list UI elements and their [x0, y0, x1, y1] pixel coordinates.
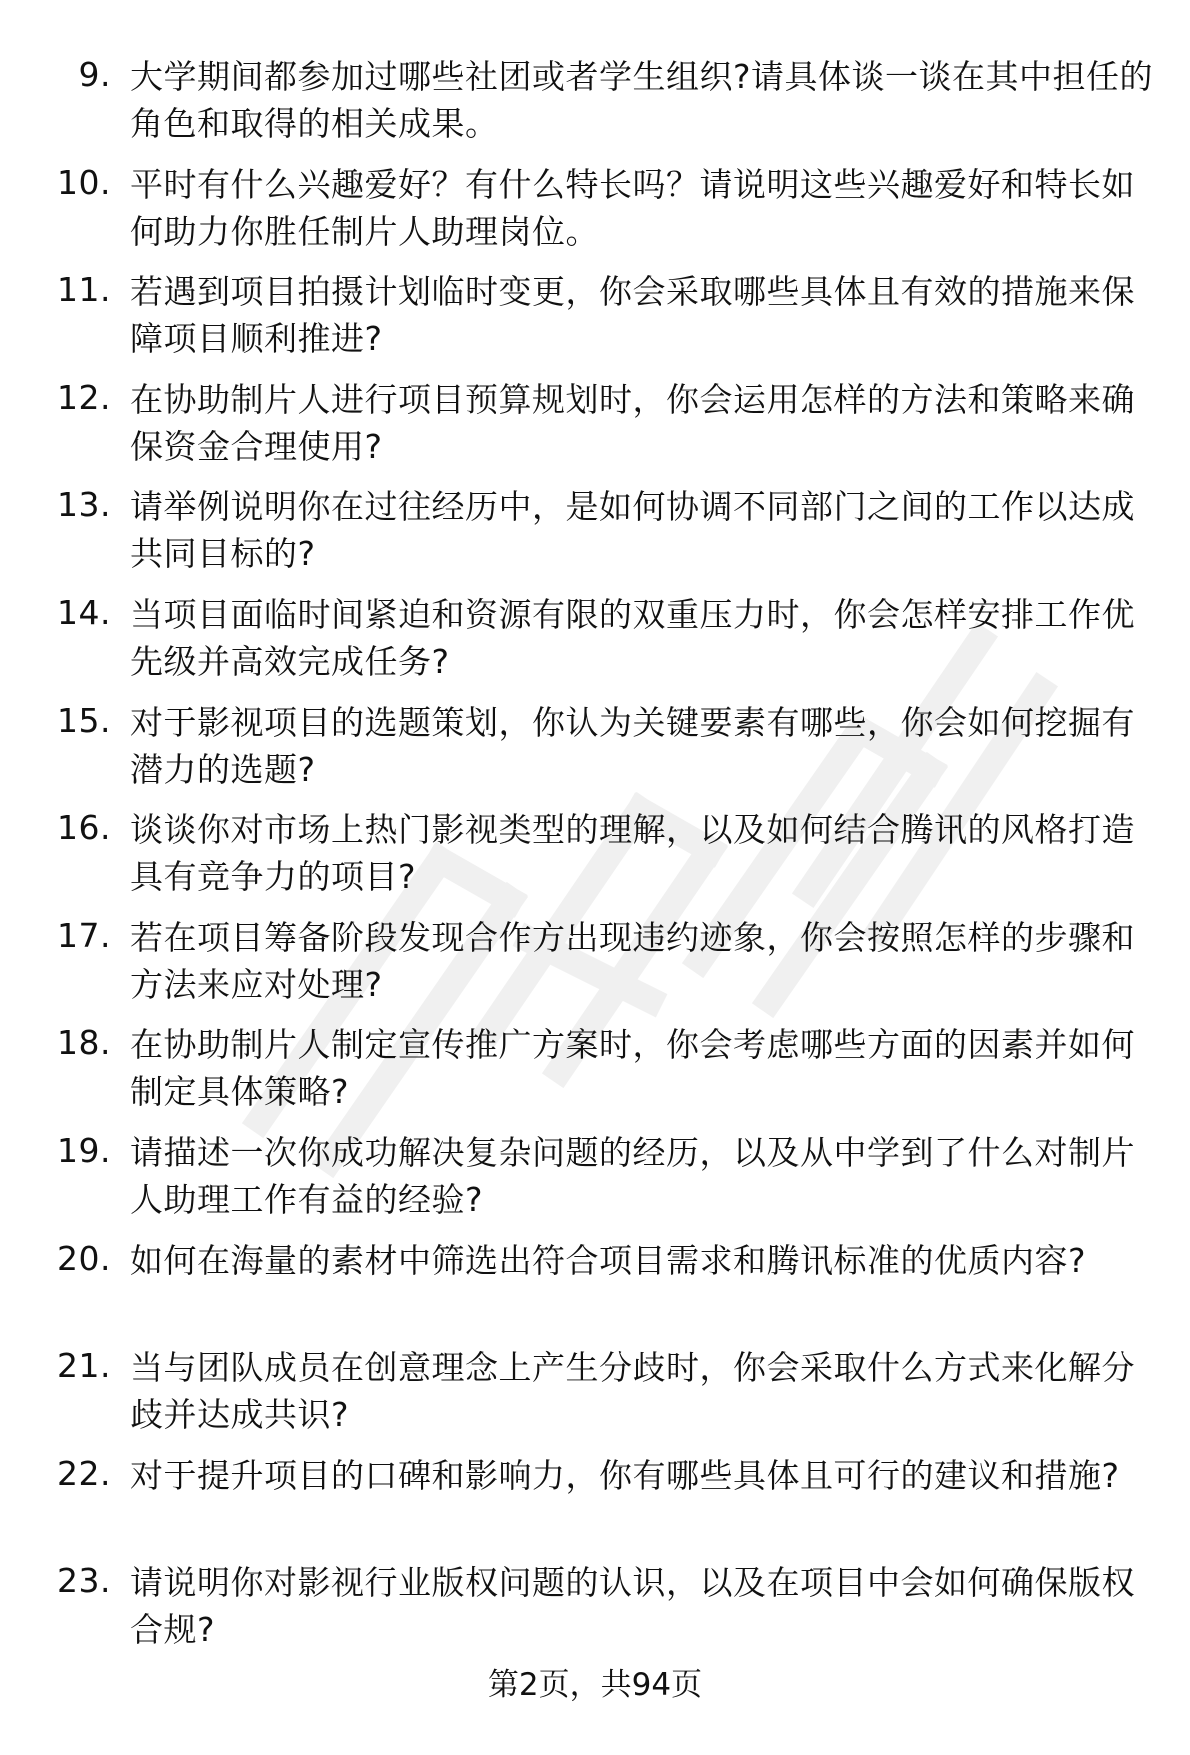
- question-text: 若遇到项目拍摄计划临时变更，你会采取哪些具体且有效的措施来保障项目顺利推进?: [130, 272, 1135, 359]
- question-number: 11.: [57, 270, 111, 310]
- question-text: 在协助制片人制定宣传推广方案时，你会考虑哪些方面的因素并如何制定具体策略?: [130, 1025, 1135, 1112]
- question-text: 当项目面临时间紧迫和资源有限的双重压力时，你会怎样安排工作优先级并高效完成任务?: [130, 594, 1135, 681]
- question-text: 大学期间都参加过哪些社团或者学生组织?请具体谈一谈在其中担任的角色和取得的相关成果。: [130, 57, 1154, 143]
- question-number: 15.: [57, 700, 111, 740]
- question-number: 21.: [57, 1346, 111, 1386]
- question-item: [0, 152, 1190, 251]
- question-text: 平时有什么兴趣爱好？有什么特长吗？请说明这些兴趣爱好和特长如何助力你胜任制片人助理岗位。: [130, 164, 1135, 251]
- question-item: [0, 797, 1190, 897]
- question-item: [0, 582, 1190, 681]
- question-item: [0, 1550, 1190, 1650]
- question-number: 12.: [57, 377, 111, 417]
- question-number: 23.: [57, 1561, 111, 1601]
- question-item: [0, 44, 1190, 143]
- question-text: 当与团队成员在创意理念上产生分歧时，你会采取什么方式来化解分歧并达成共识?: [130, 1348, 1135, 1435]
- question-list: [0, 44, 1190, 1658]
- question-number: 22.: [57, 1453, 111, 1493]
- question-text: 在协助制片人进行项目预算规划时，你会运用怎样的方法和策略来确保资金合理使用?: [130, 379, 1135, 466]
- question-text: 请举例说明你在过往经历中，是如何协调不同部门之间的工作以达成共同目标的?: [130, 487, 1135, 574]
- question-number: 17.: [57, 915, 111, 955]
- question-number: 13.: [57, 485, 111, 525]
- question-text: 若在项目筹备阶段发现合作方出现违约迹象，你会按照怎样的步骤和方法来应对处理?: [130, 917, 1135, 1004]
- question-number: 9.: [78, 55, 111, 94]
- question-item: [0, 1443, 1190, 1537]
- question-text: 对于影视项目的选题策划，你认为关键要素有哪些，你会如何挖掘有潜力的选题?: [130, 702, 1135, 789]
- page-footer: [0, 1665, 1190, 1705]
- question-number: 20.: [57, 1238, 111, 1278]
- question-item: [0, 367, 1190, 466]
- question-number: 19.: [57, 1130, 111, 1170]
- question-text: 请描述一次你成功解决复杂问题的经历，以及从中学到了什么对制片人助理工作有益的经验?: [130, 1132, 1135, 1219]
- question-item: [0, 690, 1190, 789]
- question-item: [0, 474, 1190, 574]
- question-number: 14.: [57, 592, 111, 632]
- question-number: 10.: [57, 162, 111, 202]
- question-item: [0, 259, 1190, 359]
- question-text: 对于提升项目的口碑和影响力，你有哪些具体且可行的建议和措施?: [130, 1455, 1120, 1495]
- question-item: [0, 1120, 1190, 1219]
- question-text: 如何在海量的素材中筛选出符合项目需求和腾讯标准的优质内容?: [130, 1240, 1087, 1280]
- question-item: [0, 1335, 1190, 1435]
- question-item: [0, 1012, 1190, 1112]
- question-number: 18.: [57, 1023, 111, 1063]
- page-number-label: 第2页，共94页: [487, 1667, 703, 1703]
- question-item: [0, 1228, 1190, 1322]
- question-item: [0, 905, 1190, 1004]
- question-text: 谈谈你对市场上热门影视类型的理解，以及如何结合腾讯的风格打造具有竞争力的项目?: [130, 810, 1135, 897]
- question-text: 请说明你对影视行业版权问题的认识，以及在项目中会如何确保版权合规?: [130, 1563, 1135, 1650]
- question-number: 16.: [57, 808, 111, 848]
